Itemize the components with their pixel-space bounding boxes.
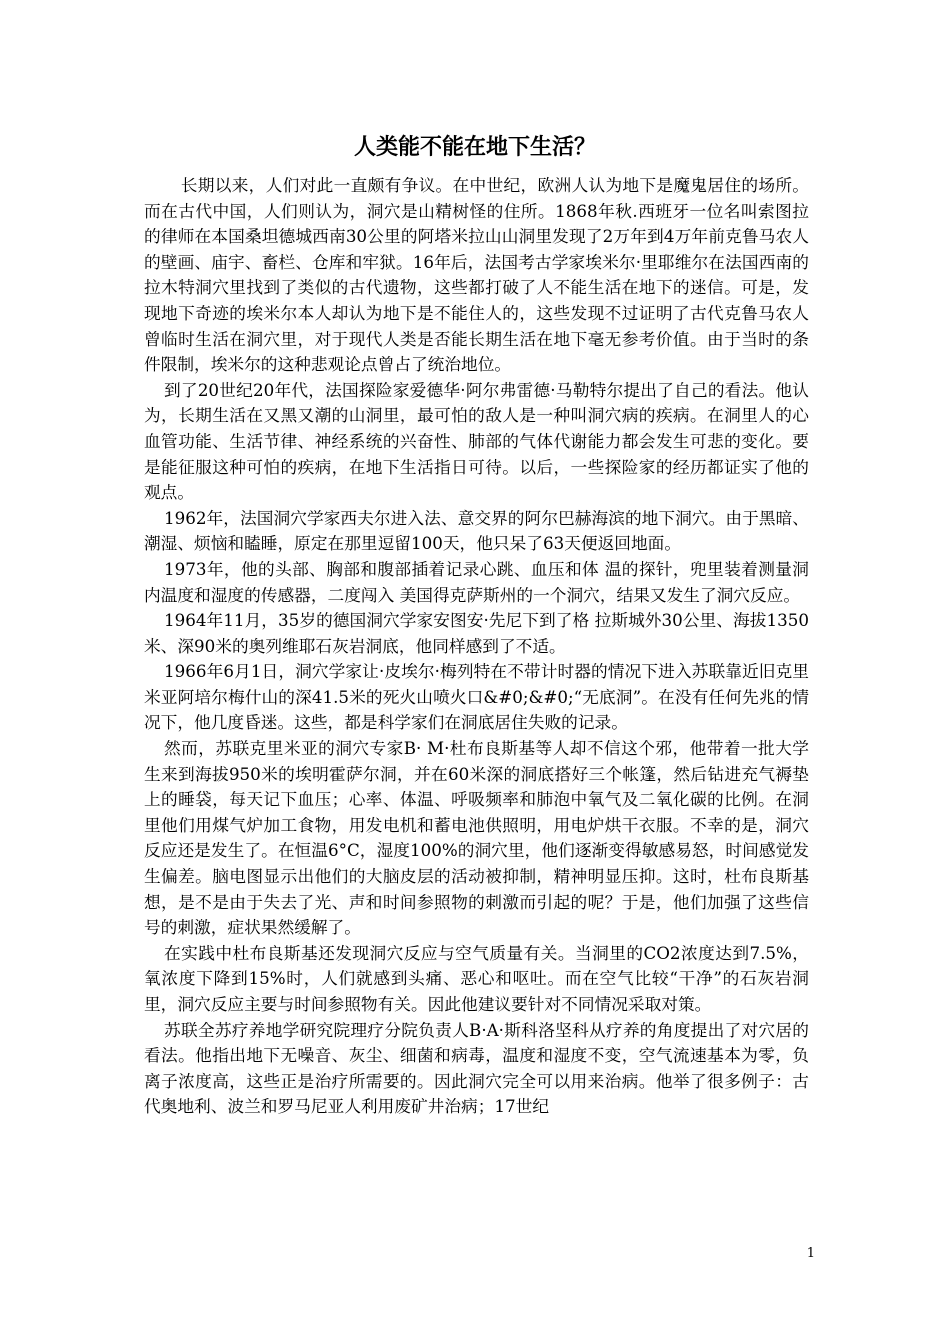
paragraph-3: 1962年，法国洞穴学家西夫尔进入法、意交界的阿尔巴赫海滨的地下洞穴。由于黑暗、潮湿、烦恼和瞌睡，原定在那里逗留100天，他只呆了63天便返回地面。: [144, 507, 809, 554]
document-title: 人类能不能在地下生活？: [353, 135, 596, 160]
paragraph-9: 苏联全苏疗养地学研究院理疗分院负责人B·A·斯科洛坚科从疗养的角度提出了对穴居的看法。他指出地下无噪音、灰尘、细菌和病毒，温度和湿度不变，空气流速基本为零，负离子浓度高，这些正是治疗所需要的。因此洞穴完全可以用来治病。他举了很多例子：古代奥地利、波兰和罗马尼亚人利用废矿井治病；17世纪: [144, 1019, 809, 1117]
page-number: 1: [806, 1246, 815, 1261]
paragraph-1: 长期以来，人们对此一直颇有争议。在中世纪，欧洲人认为地下是魔鬼居住的场所。而在古代中国，人们则认为，洞穴是山精树怪的住所。1868年秋.西班牙一位名叫索图拉的律师在本国桑坦德城西南30公里的阿塔米拉山山洞里发现了2万年到4万年前克鲁马农人的壁画、庙宇、畜栏、仓库和牢狱。16年后，法国考古学家埃米尔·里耶维尔在法国西南的拉木特洞穴里找到了类似的古代遗物，这些都打破了人不能生活在地下的迷信。可是，发现地下奇迹的埃米尔本人却认为地下是不能住人的，这些发现不过证明了古代克鲁马农人曾临时生活在洞穴里，对于现代人类是否能长期生活在地下毫无参考价值。由于当时的条件限制，埃米尔的这种悲观论点曾占了统治地位。: [144, 175, 809, 375]
paragraph-5: 1964年11月，35岁的德国洞穴学家安图安·先尼下到了格 拉斯城外30公里、海拔1350米、深90米的奥列维耶石灰岩洞底，他同样感到了不适。: [144, 610, 809, 656]
paragraph-6: 1966年6月1日，洞穴学家让·皮埃尔·梅列特在不带计时器的情况下进入苏联靠近旧克里米亚阿培尔梅什山的深41.5米的死火山喷火口&#0;&#0;“无底洞”。在没有任何先兆的情况下，他几度昏迷。这些，都是科学家们在洞底居住失败的记录。: [144, 661, 809, 733]
paragraph-2: 到了20世纪20年代，法国探险家爱德华·阿尔弗雷德·马勒特尔提出了自己的看法。他认为，长期生活在又黑又潮的山洞里，最可怕的敌人是一种叫洞穴病的疾病。在洞里人的心血管功能、生活节律、神经系统的兴奋性、肺部的气体代谢能力都会发生可悲的变化。要是能征服这种可怕的疾病，在地下生活指日可待。以后，一些探险家的经历都证实了他的观点。: [144, 379, 809, 503]
paragraph-8: 在实践中杜布良斯基还发现洞穴反应与空气质量有关。当洞里的CO2浓度达到7.5%，氧浓度下降到15%时，人们就感到头痛、恶心和呕吐。而在空气比较“干净”的石灰岩洞里，洞穴反应主要与时间参照物有关。因此他建议要针对不同情况采取对策。: [144, 942, 809, 1014]
document-body: [144, 173, 809, 1120]
paragraph-4: 1973年，他的头部、胸部和腹部插着记录心跳、血压和体 温的探针，兜里装着测量洞内温度和湿度的传感器，二度闯入 美国得克萨斯州的一个洞穴，结果又发生了洞穴反应。: [144, 558, 809, 605]
paragraph-7: 然而，苏联克里米亚的洞穴专家B· M·杜布良斯基等人却不信这个邪，他带着一批大学生来到海拔950米的埃明霍萨尔洞，并在60米深的洞底搭好三个帐篷，然后钻进充气褥垫上的睡袋，每天记下血压；心率、体温、呼吸频率和肺泡中氧气及二氧化碳的比例。在洞里他们用煤气炉加工食物，用发电机和蓄电池供照明，用电炉烘干衣服。不幸的是，洞穴反应还是发生了。在恒温6°C，湿度100%的洞穴里，他们逐渐变得敏感易怒，时间感觉发生偏差。脑电图显示出他们的大脑皮层的活动被抑制，精神明显压抑。这时，杜布良斯基想，是不是由于失去了光、声和时间参照物的刺激而引起的呢？于是，他们加强了这些信号的刺激，症状果然缓解了。: [144, 738, 809, 938]
